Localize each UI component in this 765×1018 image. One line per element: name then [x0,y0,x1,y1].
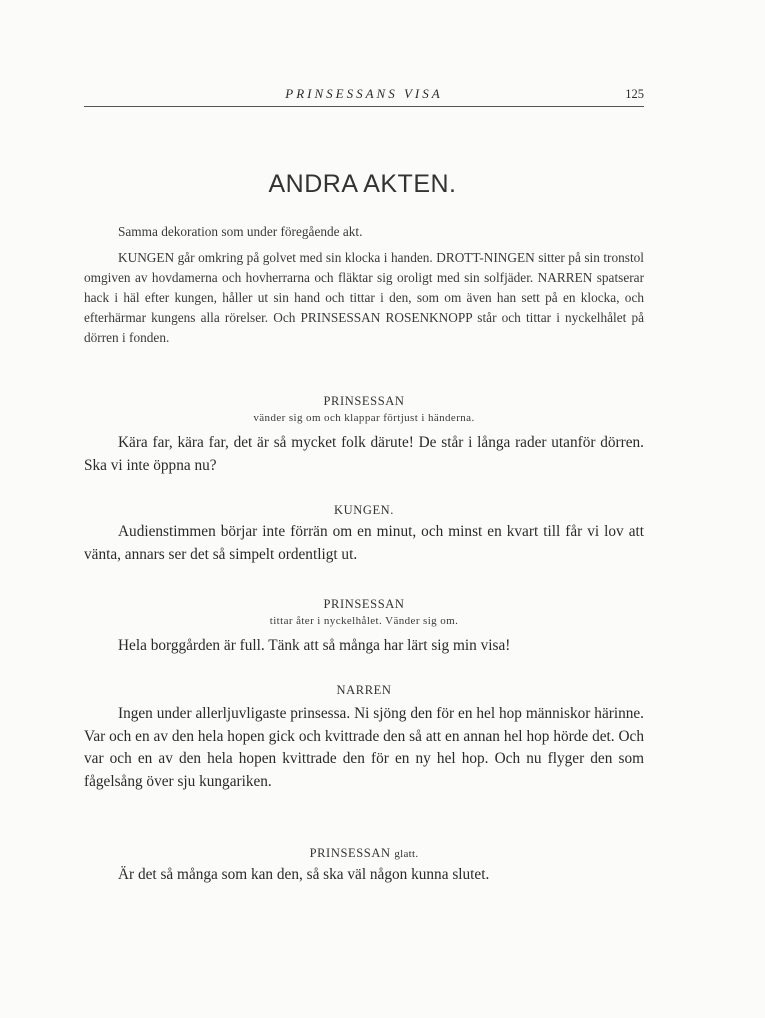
stage-direction: glatt. [394,848,419,860]
speech-text: Kära far, kära far, det är så mycket folk därute! De står i långa rader utanför dörren. Ska vi inte öppna nu? [84,434,644,474]
speech-text: Audienstimmen börjar inte förrän om en minut, och minst en kvart till får vi lov att vänta, annars ser det så simpelt ordentligt ut. [84,523,644,563]
stage-direction: tittar åter i nyckelhålet. Vänder sig om. [269,615,459,627]
act-title: ANDRA AKTEN. [268,170,457,198]
running-title: PRINSESSANS VISA [285,86,443,101]
speech-text: Är det så många som kan den, så ska väl någon kunna slutet. [118,866,490,883]
stage-setting: Samma dekoration som under föregående akt. [118,224,363,239]
speech-text: Ingen under allerljuvligaste prinsessa. Ni sjöng den för en hel hop människor härinne. Var och en av den hela hopen gick och kvittrade den så att en annan hel hop hörde det. Och var och en av den hela hopen kvittrade den för en ny hel hop. Och nu flyger den som fågelsång över sju kungariken. [84,705,644,791]
speaker-name: KUNGEN. [333,503,395,517]
speaker-name: PRINSESSAN [323,597,405,611]
stage-description: KUNGEN går omkring på golvet med sin klocka i handen. DROTT-NINGEN sitter på sin tronstol omgiven av hovdamerna och hovherrarna och fläktar sig oroligt med sin solfjäder. NARREN spatserar hack i häl efter kungen, håller ut sin hand och tittar i den, som om även han sett på en klocka, och efterhärmar kungens alla rörelser. Och PRINSESSAN ROSENKNOPP står och tittar i nyckelhålet på dörren i fonden. [84,250,644,345]
speaker-name: NARREN [336,683,392,697]
running-head [84,86,644,107]
page-number: 125 [625,87,644,101]
speech-text: Hela borggården är full. Tänk att så många har lärt sig min visa! [118,637,511,654]
speaker-name: PRINSESSAN [323,394,405,408]
speaker-name [84,846,644,861]
speaker-label: PRINSESSAN [309,846,391,860]
stage-direction: vänder sig om och klappar förtjust i händerna. [253,412,475,424]
